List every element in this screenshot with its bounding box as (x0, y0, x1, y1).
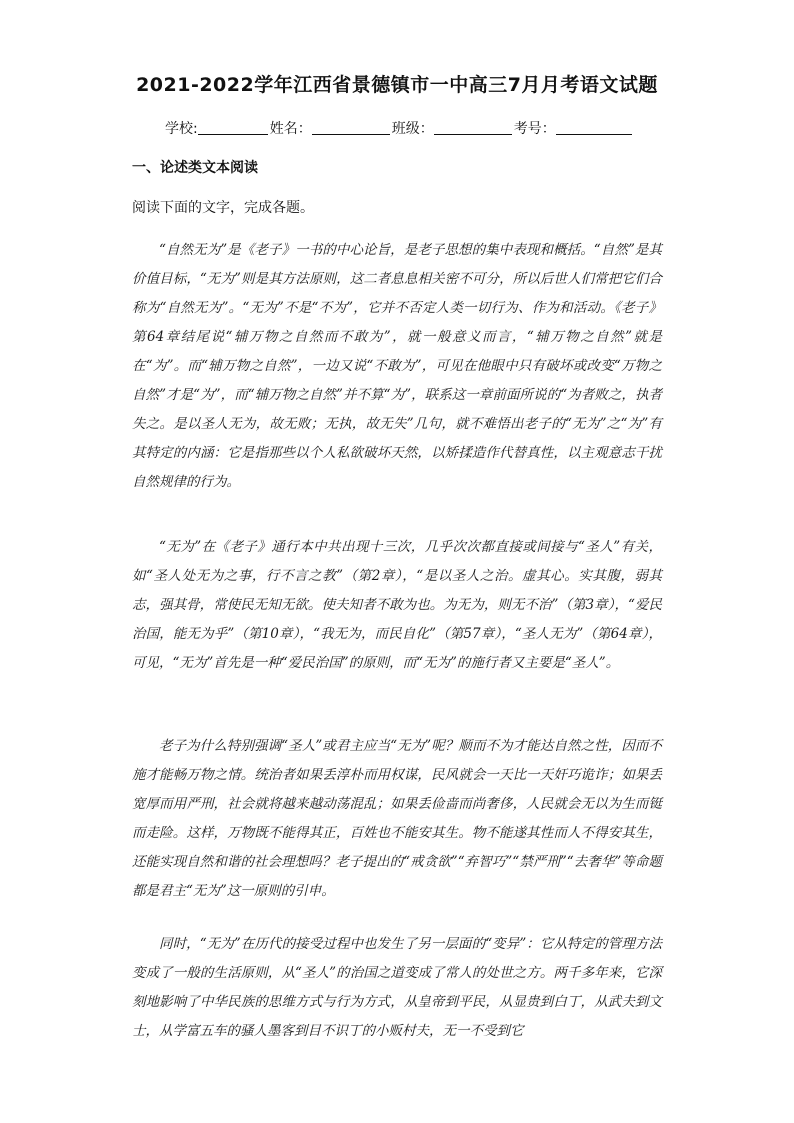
school-blank[interactable] (198, 120, 268, 135)
class-label: 班级： (391, 121, 434, 137)
name-blank[interactable] (312, 120, 390, 135)
exam-number-label: 考号： (513, 121, 556, 137)
passage-paragraph-2: “无为”在《老子》通行本中共出现十三次，几乎次次都直接或间接与“圣人”有关，如“圣人处无为之事，行不言之教”（第2章），“是以圣人之治。虚其心。实其腹，弱其志，强其骨，常使民无知无欲。使夫知者不敢为也。为无为，则无不治”（第3章），“爱民治国，能无为乎”（第10章），“我无为，而民自化”（第57章），“圣人无为”（第64章），可见，“无为”首先是一种“爱民治国”的原则，而“无为”的施行者又主要是“圣人”。 (132, 539, 662, 671)
student-info-row (165, 118, 634, 138)
class-blank[interactable] (434, 120, 512, 135)
page-title: 2021-2022学年江西省景德镇市一中高三7月月考语文试题 (136, 74, 658, 96)
passage-paragraph-1: “自然无为”是《老子》一书的中心论旨，是老子思想的集中表现和概括。“自然”是其价值目标，“无为”则是其方法原则，这二者息息相关密不可分，所以后世人们常把它们合称为“自然无为”。“无为”不是“不为”，它并不否定人类一切行为、作为和活动。《老子》第64章结尾说“辅万物之自然而不敢为”，就一般意义而言，“辅万物之自然”就是在“为”。而“辅万物之自然”，一边又说“不敢为”，可见在他眼中只有破坏或改变“万物之自然”才是“为”，而“辅万物之自然”并不算“为”，联系这一章前面所说的“为者败之，执者失之。是以圣人无为，故无败；无执，故无失”几句，就不难悟出老子的“无为”之“为”有其特定的内涵：它是指那些以个人私欲破坏天然，以矫揉造作代替真性，以主观意志干扰自然规律的行为。 (132, 242, 662, 490)
name-label: 姓名： (269, 121, 312, 137)
passage-paragraph-4: 同时，“无为”在历代的接受过程中也发生了另一层面的“变异”：它从特定的管理方法变成了一般的生活原则，从“圣人”的治国之道变成了常人的处世之方。两千多年来，它深刻地影响了中华民族的思维方式与行为方式，从皇帝到平民，从显贵到白丁，从武夫到文士，从学富五车的骚人墨客到目不识丁的小贩村夫，无一不受到它 (132, 936, 662, 1039)
exam-number-blank[interactable] (556, 120, 632, 135)
section-heading: 一、论述类文本阅读 (132, 160, 258, 176)
reading-instruction: 阅读下面的文字，完成各题。 (132, 200, 314, 216)
passage-paragraph-3: 老子为什么特别强调“圣人”或君主应当“无为”呢？顺而不为才能达自然之性，因而不施才能畅万物之情。统治者如果丢淳朴而用权谋，民风就会一天比一天奸巧诡诈；如果丢宽厚而用严刑，社会就将越来越动荡混乱；如果丢俭啬而尚奢侈，人民就会无以为生而铤而走险。这样，万物既不能得其正，百姓也不能安其生。物不能遂其性而人不得安其生，还能实现自然和谐的社会理想吗？老子提出的“戒贪欲”“弃智巧”“禁严刑”“去奢华”等命题都是君主“无为”这一原则的引申。 (132, 738, 662, 899)
school-label: 学校: (165, 121, 198, 137)
